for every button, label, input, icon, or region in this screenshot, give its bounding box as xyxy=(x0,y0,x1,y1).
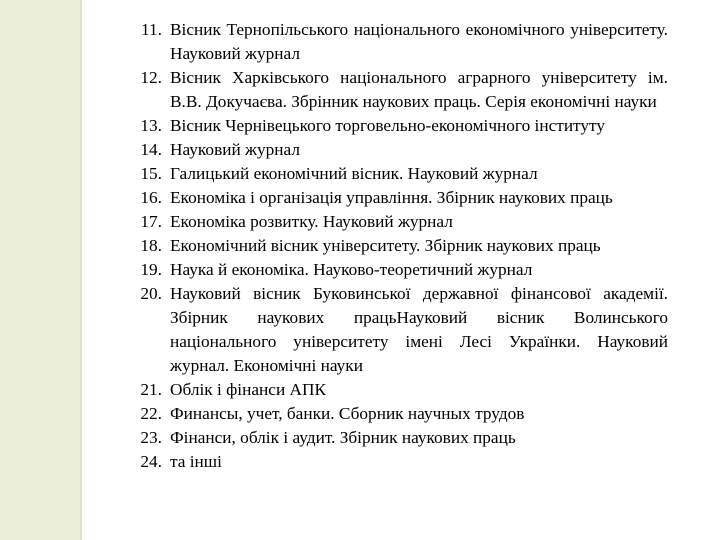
list-item xyxy=(128,258,668,282)
list-item xyxy=(128,210,668,234)
list-item xyxy=(128,234,668,258)
item-number: 11. xyxy=(141,20,162,39)
slide-content xyxy=(82,0,720,540)
item-number: 18. xyxy=(140,236,162,255)
list-item xyxy=(128,378,668,402)
item-text: Вісник Тернопільського національного економічного університету. Науковий журнал xyxy=(170,20,668,63)
list-item xyxy=(128,114,668,138)
item-text: Облік і фінанси АПК xyxy=(170,380,326,399)
item-text: Вісник Харківського національного аграрного університету ім. В.В. Докучаєва. Збрінник наукових праць. Серія економічні науки xyxy=(170,68,668,111)
list-item xyxy=(128,402,668,426)
item-number: 20. xyxy=(140,284,162,303)
item-number: 16. xyxy=(140,188,162,207)
item-text: Економічний вісник університету. Збірник наукових праць xyxy=(170,236,601,255)
item-number: 17. xyxy=(140,212,162,231)
list-item xyxy=(128,138,668,162)
item-text: та інші xyxy=(170,452,222,471)
item-number: 12. xyxy=(140,68,162,87)
list-item xyxy=(128,450,668,474)
list-item xyxy=(128,18,668,66)
list-item xyxy=(128,186,668,210)
item-number: 19. xyxy=(140,260,162,279)
item-text: Финансы, учет, банки. Сборник научных трудов xyxy=(170,404,525,423)
item-number: 21. xyxy=(140,380,162,399)
decorative-sidebar xyxy=(0,0,80,540)
item-text: Вісник Чернівецького торговельно-економічного інституту xyxy=(170,116,605,135)
list-item xyxy=(128,426,668,450)
item-number: 24. xyxy=(140,452,162,471)
item-text: Економіка і організація управління. Збірник наукових праць xyxy=(170,188,613,207)
journal-list xyxy=(82,0,720,474)
item-number: 15. xyxy=(140,164,162,183)
item-number: 14. xyxy=(140,140,162,159)
list-item xyxy=(128,162,668,186)
item-text: Фінанси, облік і аудит. Збірник наукових праць xyxy=(170,428,516,447)
item-number: 13. xyxy=(140,116,162,135)
item-number: 22. xyxy=(140,404,162,423)
item-text: Наука й економіка. Науково-теоретичний журнал xyxy=(170,260,533,279)
item-text: Галицький економічний вісник. Науковий журнал xyxy=(170,164,538,183)
item-number: 23. xyxy=(140,428,162,447)
item-text: Науковий журнал xyxy=(170,140,300,159)
list-item xyxy=(128,66,668,114)
item-text: Науковий вісник Буковинської державної фінансової академії. Збірник наукових працьНауковий вісник Волинського національного університету імені Лесі Українки. Науковий журнал. Економічні науки xyxy=(170,284,668,375)
item-text: Економіка розвитку. Науковий журнал xyxy=(170,212,453,231)
list-item xyxy=(128,282,668,378)
